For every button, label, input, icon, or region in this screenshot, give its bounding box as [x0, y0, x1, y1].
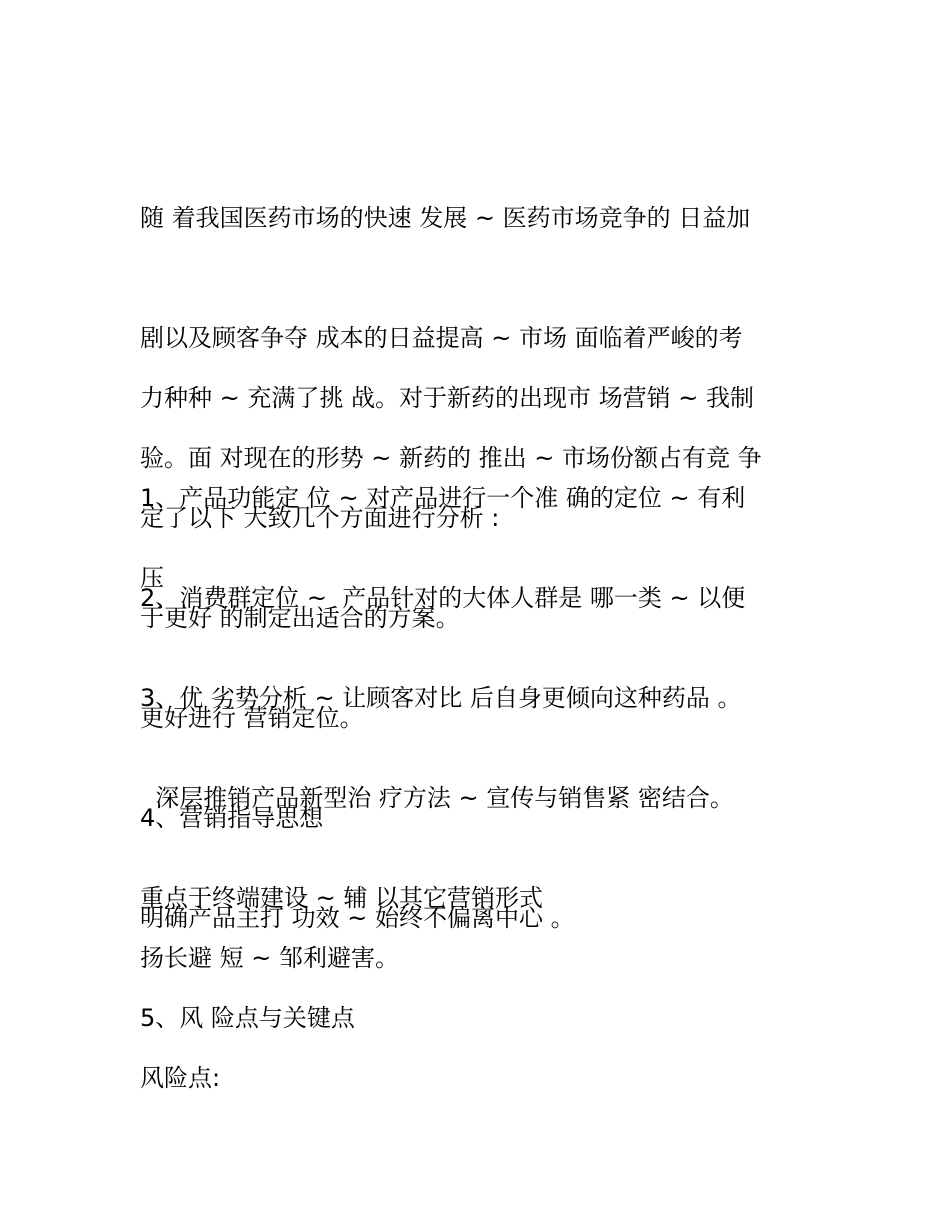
text-line: 1、产品功能定 位 ~ 对产品进行一个准 确的定位 ~ 有利 — [140, 484, 746, 512]
text-line: 验。面 对现在的形势 ~ 新药的 推出 ~ 市场份额占有竞 争 — [140, 444, 762, 472]
text-line: 更好进行 营销定位。 — [140, 704, 364, 732]
text-line: 明确产品主打 功效 ~ 始终不偏离中心 。 — [140, 904, 575, 932]
text-line: 力种种 ~ 充满了挑 战。对于新药的出现市 场营销 ~ 我制 — [140, 384, 754, 412]
text-line: 重点于终端建设 ~ 辅 以其它营销形式 — [140, 884, 543, 912]
text-line: 2、消费群定位 ~ 产品针对的大体人群是 哪一类 ~ 以便 — [140, 584, 746, 612]
text-line: 风险点: — [140, 1064, 221, 1092]
paragraph-risk-points — [140, 978, 840, 1178]
text-line: 定了以下 大致几个方面进行分析 : — [140, 504, 500, 532]
text-line: 压 — [140, 564, 164, 592]
text-line: 深层推销产品新型治 疗方法 ~ 宣传与销售紧 密结合。 — [140, 784, 734, 812]
text-line: 3、优 劣势分析 ~ 让顾客对比 后自身更倾向这种药品 。 — [140, 684, 742, 712]
text-line: 剧以及顾客争夺 成本的日益提高 ~ 市场 面临着严峻的考 — [140, 324, 743, 352]
text-line: 扬长避 短 ~ 邹利避害。 — [140, 944, 399, 972]
text-line: 于更好 的制定出适合的方案。 — [140, 604, 460, 632]
text-line: 4、营销指导思想 — [140, 804, 324, 832]
text-line: 5、风 险点与关键点 — [140, 1004, 355, 1032]
text-line: 随 着我国医药市场的快速 发展 ~ 医药市场竞争的 日益加 — [140, 204, 751, 232]
